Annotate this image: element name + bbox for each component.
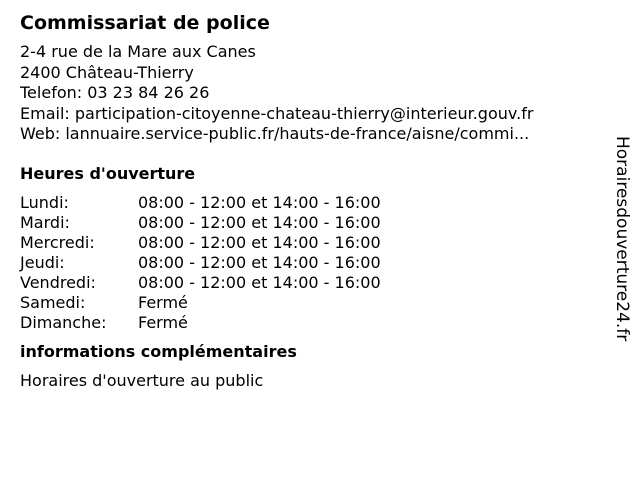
hours-row-thursday [20,253,600,273]
hours-row-wednesday [20,233,600,253]
hours-row-friday [20,273,600,293]
site-watermark: Horairesdouverture24.fr [612,136,632,342]
day-label: Mardi: [20,212,70,232]
email-line: Email: participation-citoyenne-chateau-thierry@interieur.gouv.fr [20,103,534,123]
info-card [20,10,600,391]
phone-line: Telefon: 03 23 84 26 26 [20,83,210,102]
hours-row-sunday [20,313,600,333]
opening-hours-heading: Heures d'ouverture [20,163,196,183]
additional-info-text: Horaires d'ouverture au public [20,370,264,390]
day-hours: 08:00 - 12:00 et 14:00 - 16:00 [138,272,381,292]
address-city: 2400 Château-Thierry [20,62,194,82]
day-label: Dimanche: [20,312,107,332]
hours-row-monday [20,193,600,213]
day-hours: 08:00 - 12:00 et 14:00 - 16:00 [138,232,381,252]
day-label: Lundi: [20,192,69,212]
hours-row-tuesday [20,213,600,233]
day-hours: 08:00 - 12:00 et 14:00 - 16:00 [138,192,381,212]
page-title: Commissariat de police [20,12,270,34]
day-label: Vendredi: [20,272,96,292]
contact-block [20,42,600,145]
day-label: Jeudi: [20,252,65,272]
address-street: 2-4 rue de la Mare aux Canes [20,42,256,61]
hours-row-saturday [20,293,600,313]
day-label: Mercredi: [20,232,95,252]
day-hours: 08:00 - 12:00 et 14:00 - 16:00 [138,252,381,272]
day-hours: Fermé [138,312,188,332]
web-line: Web: lannuaire.service-public.fr/hauts-de-france/aisne/commi... [20,124,530,143]
opening-hours-list [20,193,600,333]
day-hours: 08:00 - 12:00 et 14:00 - 16:00 [138,212,381,232]
additional-info-heading: informations complémentaires [20,341,297,361]
day-label: Samedi: [20,292,86,312]
day-hours: Fermé [138,292,188,312]
